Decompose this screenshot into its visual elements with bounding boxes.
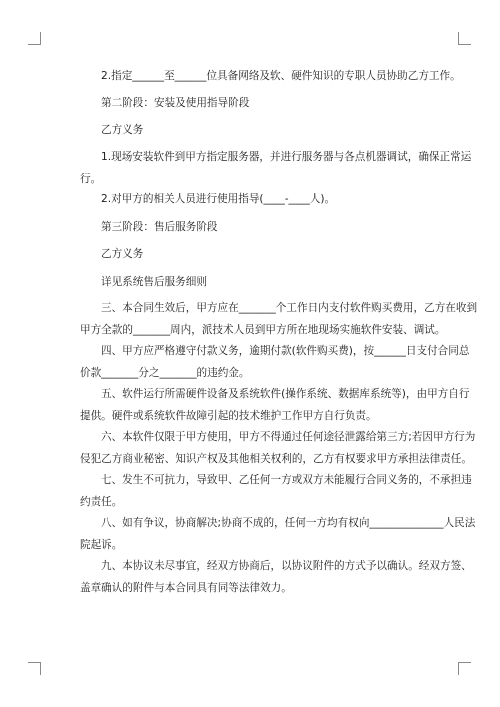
paragraph-10-line-1: 四、甲方应严格遵守付款义务，逾期付款(软件购买费)，按______日支付合同总 — [101, 345, 470, 357]
paragraph-11-line-1: 五、软件运行所需硬件设备及系统软件(操作系统、数据库系统等)，由甲方自行 — [101, 388, 470, 400]
paragraph-6-line-1: 第三阶段：售后服务阶段 — [101, 221, 218, 233]
paragraph-2-line-1: 第二阶段：安装及使用指导阶段 — [101, 97, 250, 109]
paragraph-5-line-1: 2.对甲方的相关人员进行使用指导(____-____人)。 — [101, 193, 336, 205]
paragraph-13-line-2: 约责任。 — [80, 496, 123, 508]
paragraph-11-line-2: 提供。硬件或系统软件故障引起的技术维护工作甲方自行负责。 — [80, 410, 377, 422]
paragraph-7-line-1: 乙方义务 — [101, 248, 144, 260]
paragraph-13-line-1: 七、发生不可抗力，导致甲、乙任何一方或双方未能履行合同义务的，不承担违 — [101, 474, 472, 486]
paragraph-3-line-1: 乙方义务 — [101, 124, 144, 136]
crop-mark-top-left — [28, 32, 41, 45]
paragraph-8-line-1: 详见系统售后服务细则 — [101, 276, 207, 288]
paragraph-14-line-2: 院起诉。 — [80, 539, 123, 551]
paragraph-15-line-1: 九、本协议未尽事宜，经双方协商后，以协议附件的方式予以确认。经双方签、 — [101, 560, 472, 572]
crop-mark-bottom-right — [458, 662, 471, 675]
paragraph-12-line-1: 六、本软件仅限于甲方使用，甲方不得通过任何途径泄露给第三方;若因甲方行为 — [101, 431, 476, 443]
paragraph-12-line-2: 侵犯乙方商业秘密、知识产权及其他相关权利的，乙方有权要求甲方承担法律责任。 — [80, 453, 472, 465]
paragraph-10-line-2: 价款_______分之_______的违约金。 — [80, 367, 250, 379]
paragraph-9-line-1: 三、本合同生效后，甲方应在_______个工作日内支付软件购买费用，乙方在收到 — [101, 302, 478, 314]
crop-mark-top-right — [458, 32, 471, 45]
paragraph-4-line-2: 行。 — [80, 173, 102, 185]
paragraph-15-line-2: 盖章确认的附件与本合同具有同等法律效力。 — [80, 582, 292, 594]
paragraph-9-line-2: 甲方全款的_______周内，派技术人员到甲方所在地现场实施软件安装、调试。 — [80, 324, 446, 336]
paragraph-1-line-1: 2.指定______至______位具备网络及软、硬件知识的专职人员协助乙方工作。 — [101, 70, 461, 82]
paragraph-4-line-1: 1.现场安装软件到甲方指定服务器，并进行服务器与各点机器调试，确保正常运 — [101, 151, 472, 163]
paragraph-14-line-1: 八、如有争议，协商解决;协商不成的，任何一方均有权向______________人民法 — [101, 517, 476, 529]
crop-mark-bottom-left — [28, 662, 41, 675]
